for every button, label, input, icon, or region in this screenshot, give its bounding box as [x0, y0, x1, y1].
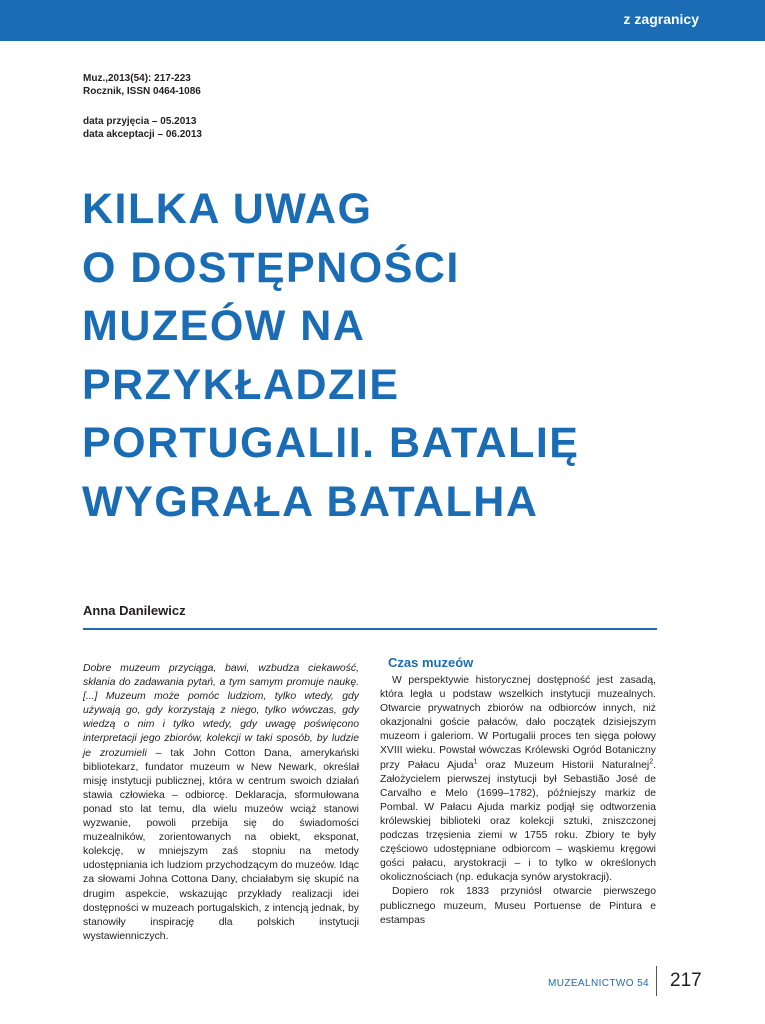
- yearbook-issn: Rocznik, ISSN 0464-1086: [83, 86, 201, 97]
- title-line: WYGRAŁA BATALHA: [82, 477, 539, 526]
- section-label: z zagranicy: [623, 11, 699, 27]
- paragraph-text: W perspektywie historycznej dostępność jest zasadą, która legła u podstaw wszelkich instytucji muzealnych. Otwarcie prywatnych zbiorów na odbiorców innych, niż okazjonalni goście pałaców, dało początek dzisiejszym muzeom i galeriom. W Portugalii proces ten sięga połowy XVIII wieku. Powstał wówczas Królewski Ogród Botaniczny przy Pałacu Ajuda: [380, 675, 656, 771]
- title-line: O DOSTĘPNOŚCI: [82, 243, 460, 292]
- right-column: [380, 655, 656, 928]
- title-line: PRZYKŁADZIE: [82, 360, 400, 409]
- date-accepted: data akceptacji – 06.2013: [83, 129, 202, 140]
- paragraph-text: oraz Muzeum Historii Naturalnej: [477, 759, 650, 771]
- body-paragraph: Dopiero rok 1833 przyniósł otwarcie pierwszego publicznego muzeum, Museu Portuense de Pintura e estampas: [380, 886, 656, 926]
- intro-text: – tak John Cotton Dana, amerykański bibliotekarz, fundator muzeum w New Newark, określał misję instytucji publicznej, która w centrum swoich działań stawia człowieka – odbiorcę. Deklaracja, sformułowana ponad sto lat temu, dla wielu muzeów wciąż stanowi wyzwanie, powoli przebija się do świadomości muzealników, zorientowanych na obiekt, eksponat, kolekcję, w mniejszym zaś stopniu na metody udostępniania ich ludziom przychodzącym do muzeów. Idąc za słowami Johna Cottona Dany, chciałabym się skupić na drugim aspekcie, wskazując przykłady realizacji idei dostępności w muzeach portugalskich, z intencją jednak, by stanowiły inspirację dla polskich instytucji wystawienniczych.: [83, 747, 359, 942]
- left-column: [83, 662, 359, 944]
- title-line: MUZEÓW NA: [82, 302, 366, 350]
- date-received: data przyjęcia – 05.2013: [83, 116, 197, 127]
- title-line: PORTUGALII. BATALIĘ: [82, 419, 580, 467]
- title-line: KILKA UWAG: [82, 185, 373, 233]
- footnote-ref[interactable]: 2: [649, 758, 654, 766]
- footnote-ref[interactable]: 1: [473, 758, 478, 766]
- intro-paragraph: [83, 662, 359, 944]
- page-number: 217: [670, 970, 702, 991]
- title-divider: [83, 628, 657, 630]
- top-bar: [0, 0, 765, 41]
- journal-name: MUZEALNICTWO 54: [548, 978, 650, 989]
- footer-divider: [656, 966, 657, 996]
- citation: Muz.,2013(54): 217-223: [83, 73, 191, 84]
- citation-block: [83, 72, 201, 98]
- author-name: Anna Danilewicz: [83, 603, 186, 618]
- section-heading: Czas muzeów: [388, 655, 474, 670]
- dates-block: [83, 115, 202, 141]
- paragraph-text: . Założycielem pierwszej instytucji był Sebastião José de Carvalho e Melo (1699–1782), późniejszy markiz de Pombal. W Pałacu Ajuda markiz podjął się odtworzenia królewskiej biblioteki oraz kolekcji sztuki, zniszczonej podczas trzęsienia ziemi w 1755 roku. Zbiory te były częściowo udostępniane odbiorcom – wąskiemu kręgowi gości pałacu, arystokracji – i to tylko w określonych okolicznościach (np. edukacja synów arystokracji).: [380, 759, 656, 884]
- epigraph-quote: Dobre muzeum przyciąga, bawi, wzbudza ciekawość, skłania do zadawania pytań, a tym samym promuje naukę. [...] Muzeum może pomóc ludziom, tylko wtedy, gdy używają go, gdy korzystają z niego, tylko wówczas, gdy wiedzą o nim i tylko wtedy, gdy uwagę poświęcono interpretacji jego zbiorów, kolekcji w taki sposób, by ludzie je zrozumieli: [83, 663, 359, 759]
- body-paragraph: [380, 674, 656, 885]
- article-title: [82, 180, 682, 531]
